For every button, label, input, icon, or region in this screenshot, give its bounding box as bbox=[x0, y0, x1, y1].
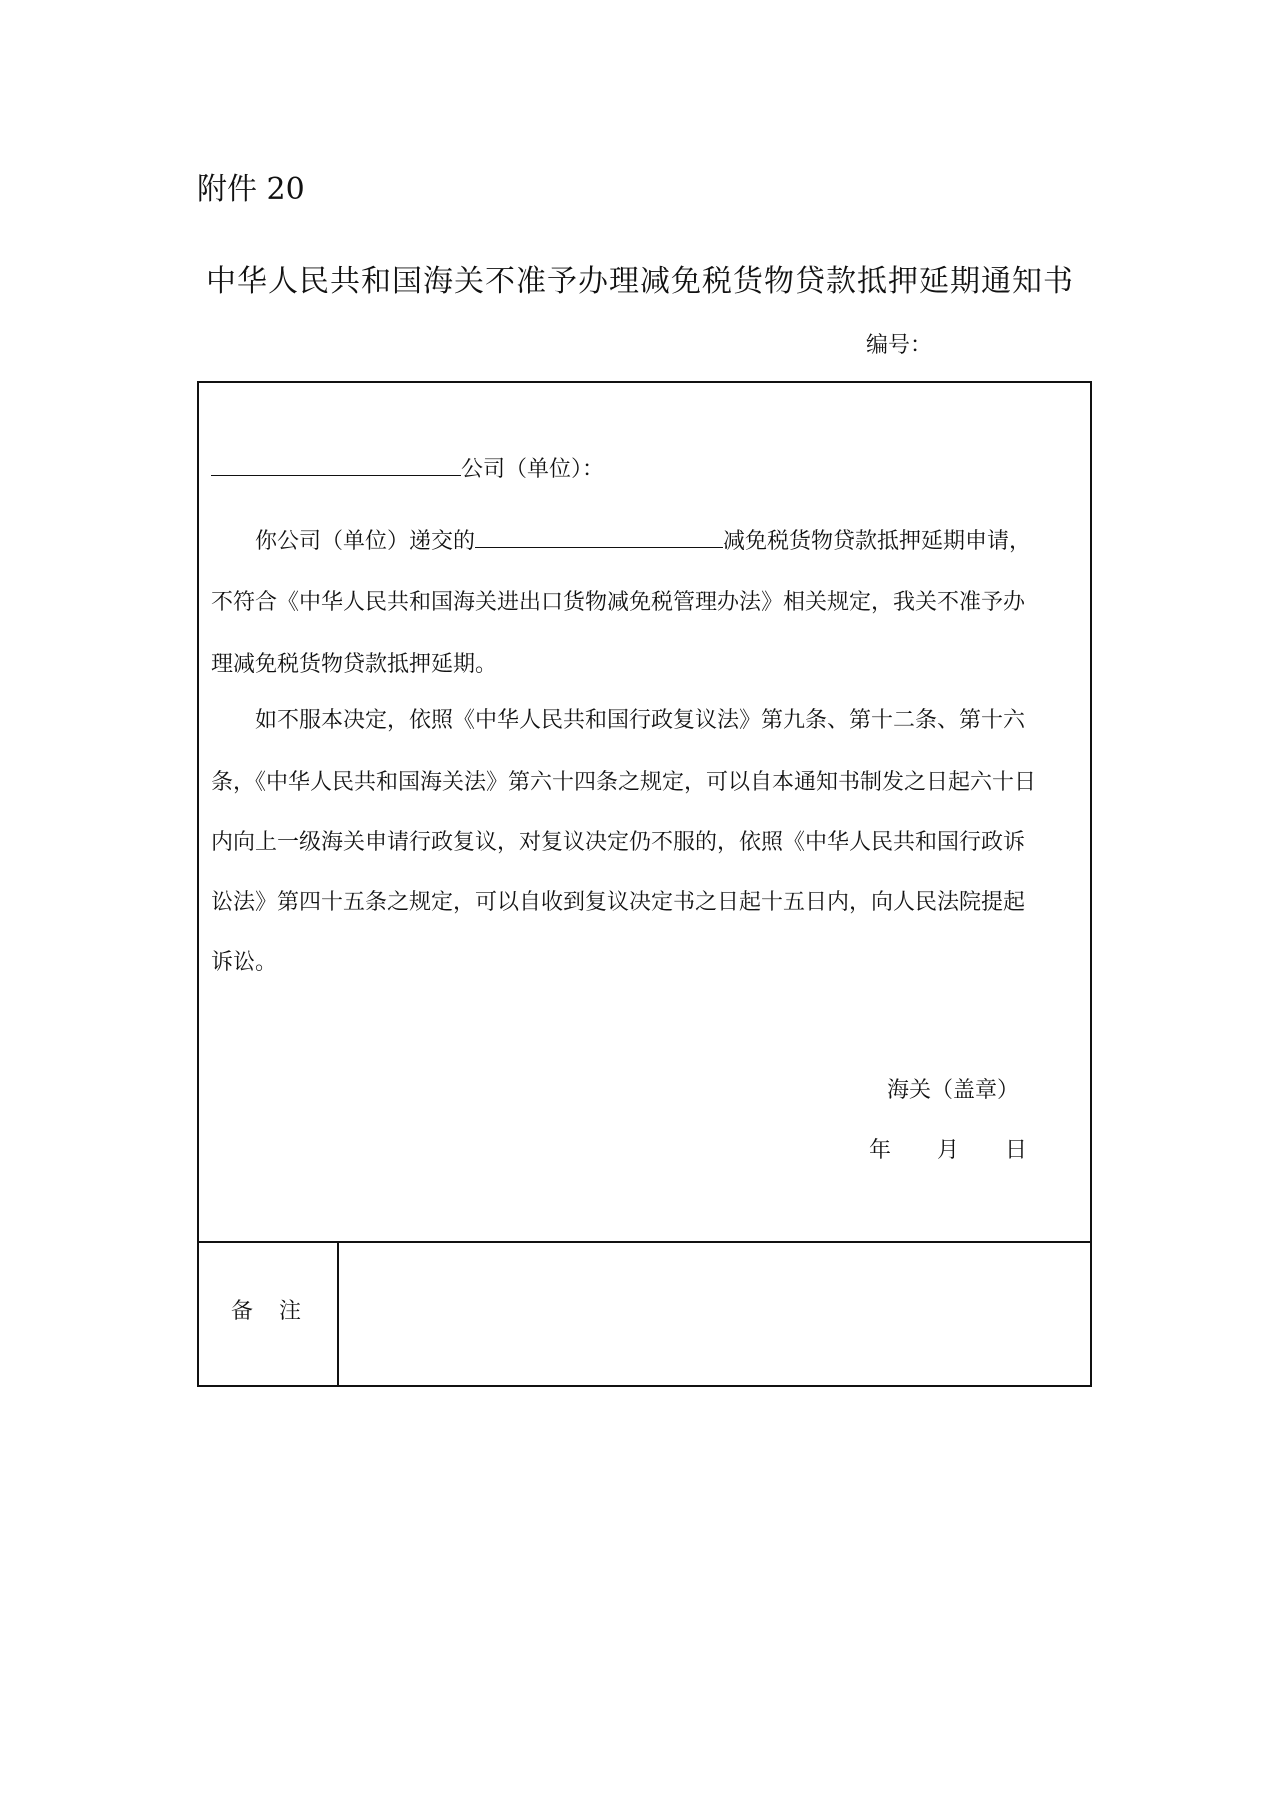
body-line-1 bbox=[255, 525, 1031, 558]
date-day-label: 日 bbox=[1005, 1138, 1028, 1163]
document-number-label: 编号： bbox=[866, 333, 933, 358]
body-line-2: 不符合《中华人民共和国海关进出口货物减免税管理办法》相关规定，我关不准予办 bbox=[211, 590, 1026, 615]
body-para1-suffix: 减免税货物贷款抵押延期申请， bbox=[723, 529, 1032, 554]
customs-seal-label: 海关（盖章） bbox=[887, 1078, 1020, 1103]
notice-form-table bbox=[197, 381, 1092, 1387]
date-year-label: 年 bbox=[869, 1138, 892, 1163]
remark-label-cell bbox=[199, 1243, 339, 1385]
remark-input-cell[interactable] bbox=[339, 1243, 1090, 1385]
body-line-8: 诉讼。 bbox=[211, 950, 278, 975]
body-line-7: 讼法》第四十五条之规定，可以自收到复议决定书之日起十五日内，向人民法院提起 bbox=[211, 890, 1026, 915]
body-line-5: 条，《中华人民共和国海关法》第六十四条之规定，可以自本通知书制发之日起六十日 bbox=[211, 770, 1037, 795]
company-name-blank[interactable] bbox=[211, 453, 461, 476]
submitted-item-blank[interactable] bbox=[475, 525, 723, 548]
attachment-number: 附件 20 bbox=[197, 172, 305, 207]
addressee-line bbox=[211, 453, 604, 486]
addressee-suffix: 公司（单位）： bbox=[461, 457, 605, 482]
body-line-3: 理减免税货物贷款抵押延期。 bbox=[211, 652, 498, 677]
date-month-label: 月 bbox=[937, 1138, 960, 1163]
body-line-6: 内向上一级海关申请行政复议，对复议决定仍不服的，依照《中华人民共和国行政诉 bbox=[211, 830, 1026, 855]
remark-label: 备注 bbox=[231, 1299, 328, 1324]
document-title: 中华人民共和国海关不准予办理减免税货物贷款抵押延期通知书 bbox=[206, 264, 1074, 299]
body-para1-prefix: 你公司（单位）递交的 bbox=[255, 529, 476, 554]
body-line-4: 如不服本决定，依照《中华人民共和国行政复议法》第九条、第十二条、第十六 bbox=[255, 708, 1026, 733]
date-row bbox=[869, 1135, 1073, 1167]
notice-body-cell bbox=[199, 383, 1090, 1243]
